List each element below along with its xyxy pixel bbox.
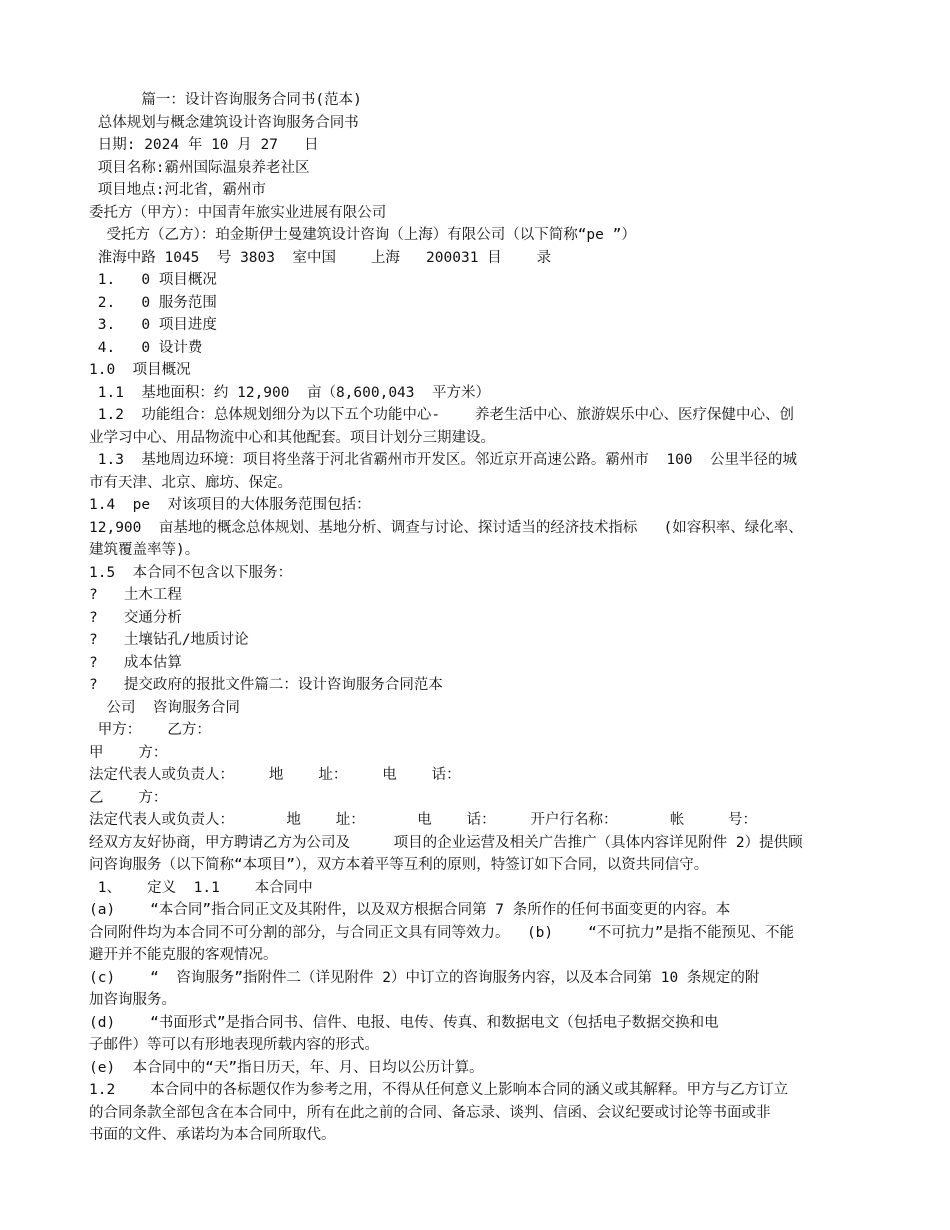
body-line: 的合同条款全部包含在本合同中，所有在此之前的合同、备忘录、谈判、信函、会议纪要或讨论等书面或非	[89, 1104, 771, 1121]
body-line: 问咨询服务（以下简称“本项目”），双方本着平等互利的原则，特签订如下合同，以资共同信守。	[89, 857, 709, 873]
body-line: 合同附件均为本合同不可分割的部分，与合同正文具有同等效力。 (b) “不可抗力”是指不能预见、不能	[89, 924, 795, 941]
body-line: 子邮件）等可以有形地表现所载内容的形式。	[89, 1037, 379, 1053]
body-line: 甲方： 乙方：	[89, 722, 211, 738]
body-line: 1.4 pe 对该项目的大体服务范围包括：	[89, 497, 371, 513]
body-line: 加咨询服务。	[89, 992, 176, 1008]
body-line: 业学习中心、用品物流中心和其他配套。项目计划分三期建设。	[89, 429, 495, 446]
contractor-line: 受托方（乙方）：珀金斯伊士曼建筑设计咨询（上海）有限公司（以下简称“pe ”）	[89, 227, 636, 243]
body-line: (c) “ 咨询服务”指附件二（详见附件 2）中订立的咨询服务内容，以及本合同第 10 条规定的附	[89, 969, 760, 986]
address-toc-line: 淮海中路 1045 号 3803 室中国 上海 200031 目 录	[89, 249, 552, 266]
body-line: 1.2 本合同中的各标题仅作为参考之用，不得从任何意义上影响本合同的涵义或其解释。甲方与乙方订立	[89, 1082, 789, 1098]
body-line: 12,900 亩基地的概念总体规划、基地分析、调查与讨论、探讨适当的经济技术指标 (如容积率、绿化率、	[89, 519, 803, 536]
list-item: ? 交通分析	[89, 609, 182, 626]
body-line: 1.5 本合同不包含以下服务：	[89, 564, 293, 581]
toc-item: 4. 0 设计费	[89, 339, 203, 356]
body-line: 1.1 基地面积：约 12,900 亩（8,600,043 平方米）	[89, 384, 490, 401]
body-line: 避开并不能克服的客观情况。	[89, 947, 278, 963]
body-line: 1.3 基地周边环境：项目将坐落于河北省霸州市开发区。邻近京开高速公路。霸州市 100 公里半径的城	[89, 452, 797, 468]
date-line: 日期: 2024 年 10 月 27 日	[89, 137, 319, 153]
party-b-line: 乙 方：	[89, 789, 168, 806]
party-a-details: 法定代表人或负责人： 地 址： 电 话：	[89, 767, 461, 783]
doc-title: 篇一：设计咨询服务合同书(范本)	[89, 92, 362, 108]
toc-item: 2. 0 服务范围	[89, 294, 217, 311]
body-line: 建筑覆盖率等)。	[89, 542, 200, 558]
body-line: 书面的文件、承诺均为本合同所取代。	[89, 1127, 336, 1143]
body-line: 经双方友好协商，甲方聘请乙方为公司及 项目的企业运营及相关广告推广（具体内容详见附件 2）提供顾	[89, 834, 803, 851]
definitions-heading: 1、 定义 1.1 本合同中	[89, 879, 313, 896]
list-item: ? 提交政府的报批文件篇二：设计咨询服务合同范本	[89, 677, 443, 693]
body-line: 市有天津、北京、廊坊、保定。	[89, 474, 292, 491]
list-item: ? 土壤钻孔/地质讨论	[89, 632, 249, 648]
project-name-line: 项目名称:霸州国际温泉养老社区	[89, 159, 310, 176]
body-line: (e) 本合同中的“天”指日历天，年、月、日均以公历计算。	[89, 1059, 484, 1076]
party-b-details: 法定代表人或负责人： 地 址： 电 话： 开户行名称： 帐 号：	[89, 812, 758, 828]
toc-item: 1. 0 项目概况	[89, 272, 217, 288]
toc-item: 3. 0 项目进度	[89, 317, 217, 333]
contract-title: 总体规划与概念建筑设计咨询服务合同书	[89, 114, 359, 131]
body-line: 1.2 功能组合：总体规划细分为以下五个功能中心- 养老生活中心、旅游娱乐中心、医疗保健中心、创	[89, 407, 795, 423]
list-item: ? 土木工程	[89, 587, 182, 603]
contract2-title: 公司 咨询服务合同	[89, 699, 240, 716]
body-line: (d) “书面形式”是指合同书、信件、电报、电传、传真、和数据电文（包括电子数据交换和电	[89, 1014, 719, 1031]
list-item: ? 成本估算	[89, 654, 182, 671]
body-line: (a) “本合同”指合同正文及其附件，以及双方根据合同第 7 条所作的任何书面变更的内容。本	[89, 902, 731, 918]
client-line: 委托方（甲方）：中国青年旅实业进展有限公司	[89, 204, 387, 221]
project-location-line: 项目地点:河北省，霸州市	[89, 182, 266, 198]
section-heading: 1.0 项目概况	[89, 362, 191, 378]
party-a-line: 甲 方：	[89, 744, 168, 761]
